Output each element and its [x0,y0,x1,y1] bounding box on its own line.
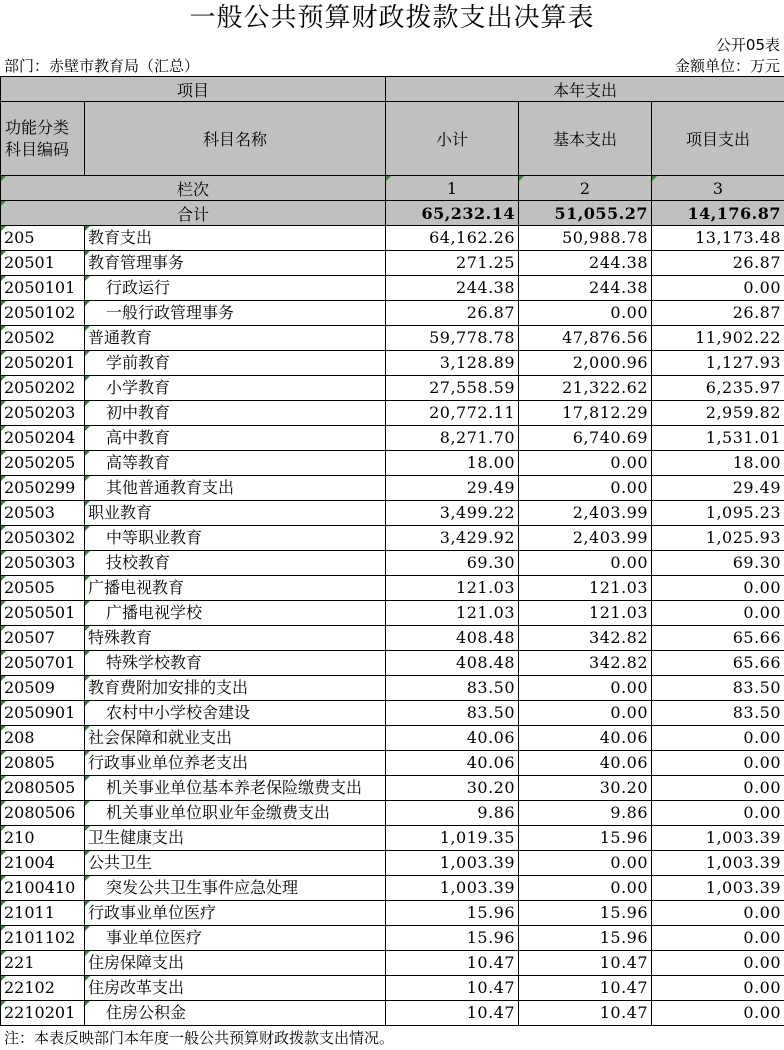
row-project: 11,902.22 [652,326,784,351]
total-project: 14,176.87 [652,201,784,226]
row-project: 1,025.93 [652,526,784,551]
row-code: 20509 [1,676,85,701]
header-col1: 1 [386,176,519,201]
row-project: 1,003.39 [652,851,784,876]
row-code: 22102 [1,976,85,1001]
row-project: 0.00 [652,951,784,976]
row-subtotal: 10.47 [386,976,519,1001]
row-basic: 15.96 [519,901,652,926]
row-project: 29.49 [652,476,784,501]
row-name: 特殊教育 [85,626,386,651]
table-row [1,376,784,401]
table-row [1,451,784,476]
row-subtotal: 121.03 [386,576,519,601]
row-code: 2050202 [1,376,85,401]
row-code: 2050701 [1,651,85,676]
row-subtotal: 64,162.26 [386,226,519,251]
row-name: 行政事业单位养老支出 [85,751,386,776]
header-subtotal: 小计 [386,102,519,176]
row-code: 2050205 [1,451,85,476]
row-project: 1,127.93 [652,351,784,376]
row-name: 高等教育 [85,451,386,476]
row-code: 21004 [1,851,85,876]
row-subtotal: 29.49 [386,476,519,501]
row-project: 69.30 [652,551,784,576]
row-basic: 0.00 [519,876,652,901]
row-basic: 0.00 [519,301,652,326]
row-project: 26.87 [652,301,784,326]
row-basic: 6,740.69 [519,426,652,451]
row-subtotal: 10.47 [386,1001,519,1026]
row-basic: 50,988.78 [519,226,652,251]
row-basic: 15.96 [519,826,652,851]
row-basic: 244.38 [519,276,652,301]
row-project: 0.00 [652,751,784,776]
row-subtotal: 1,003.39 [386,876,519,901]
row-code: 210 [1,826,85,851]
row-code: 2050101 [1,276,85,301]
row-basic: 17,812.29 [519,401,652,426]
table-row [1,701,784,726]
row-project: 83.50 [652,676,784,701]
row-name: 中等职业教育 [85,526,386,551]
row-subtotal: 3,499.22 [386,501,519,526]
row-subtotal: 3,429.92 [386,526,519,551]
table-row [1,651,784,676]
table-row [1,251,784,276]
row-subtotal: 26.87 [386,301,519,326]
row-basic: 342.82 [519,651,652,676]
table-row [1,626,784,651]
row-subtotal: 83.50 [386,701,519,726]
row-code: 20502 [1,326,85,351]
row-basic: 9.86 [519,801,652,826]
header-name: 科目名称 [85,102,386,176]
row-subtotal: 408.48 [386,651,519,676]
row-name: 行政事业单位医疗 [85,901,386,926]
report-title: 一般公共预算财政拨款支出决算表 [189,3,595,33]
row-project: 13,173.48 [652,226,784,251]
table-row [1,426,784,451]
row-project: 0.00 [652,576,784,601]
table-note: 注：本表反映部门本年度一般公共预算财政拨款支出情况。 [4,1029,395,1047]
row-basic: 0.00 [519,851,652,876]
row-basic: 15.96 [519,926,652,951]
row-name: 突发公共卫生事件应急处理 [85,876,386,901]
row-project: 2,959.82 [652,401,784,426]
table-row [1,951,784,976]
row-basic: 2,403.99 [519,526,652,551]
row-code: 2050203 [1,401,85,426]
row-code: 20805 [1,751,85,776]
total-label: 合计 [1,201,386,226]
table-row [1,501,784,526]
table-row [1,526,784,551]
row-name: 初中教育 [85,401,386,426]
row-basic: 342.82 [519,626,652,651]
row-project: 0.00 [652,776,784,801]
row-name: 机关事业单位基本养老保险缴费支出 [85,776,386,801]
row-basic: 0.00 [519,551,652,576]
table-row [1,926,784,951]
total-row [1,201,784,226]
row-project: 1,531.01 [652,426,784,451]
header-col3: 3 [652,176,784,201]
row-code: 2050501 [1,601,85,626]
row-subtotal: 40.06 [386,751,519,776]
row-basic: 121.03 [519,601,652,626]
row-basic: 30.20 [519,776,652,801]
row-code: 2050102 [1,301,85,326]
row-project: 83.50 [652,701,784,726]
table-row [1,576,784,601]
row-code: 2080505 [1,776,85,801]
row-project: 0.00 [652,276,784,301]
row-name: 一般行政管理事务 [85,301,386,326]
row-project: 6,235.97 [652,376,784,401]
row-name: 住房公积金 [85,1001,386,1026]
row-project: 65.66 [652,626,784,651]
row-subtotal: 20,772.11 [386,401,519,426]
table-row [1,901,784,926]
row-code: 2100410 [1,876,85,901]
row-project: 0.00 [652,1001,784,1026]
row-basic: 0.00 [519,676,652,701]
row-subtotal: 244.38 [386,276,519,301]
row-subtotal: 408.48 [386,626,519,651]
row-name: 广播电视学校 [85,601,386,626]
row-code: 2050901 [1,701,85,726]
row-subtotal: 59,778.78 [386,326,519,351]
row-subtotal: 83.50 [386,676,519,701]
row-project: 0.00 [652,601,784,626]
header-project: 项目支出 [652,102,784,176]
row-basic: 2,403.99 [519,501,652,526]
table-row [1,851,784,876]
expenditure-table [0,76,784,1026]
row-name: 机关事业单位职业年金缴费支出 [85,801,386,826]
row-name: 教育管理事务 [85,251,386,276]
table-row [1,276,784,301]
row-name: 行政运行 [85,276,386,301]
header-item: 项目 [1,77,386,102]
header-column-order: 栏次 [1,176,386,201]
row-basic: 0.00 [519,701,652,726]
table-row [1,401,784,426]
row-name: 住房改革支出 [85,976,386,1001]
row-project: 0.00 [652,801,784,826]
row-subtotal: 15.96 [386,926,519,951]
table-row [1,226,784,251]
row-project: 18.00 [652,451,784,476]
amount-unit-label: 金额单位：万元 [674,57,780,75]
row-code: 20503 [1,501,85,526]
row-code: 208 [1,726,85,751]
row-subtotal: 18.00 [386,451,519,476]
row-basic: 10.47 [519,1001,652,1026]
row-subtotal: 3,128.89 [386,351,519,376]
table-row [1,801,784,826]
row-subtotal: 10.47 [386,951,519,976]
row-code: 2050299 [1,476,85,501]
row-subtotal: 9.86 [386,801,519,826]
row-code: 2050302 [1,526,85,551]
row-name: 职业教育 [85,501,386,526]
row-project: 0.00 [652,926,784,951]
row-subtotal: 8,271.70 [386,426,519,451]
row-name: 公共卫生 [85,851,386,876]
table-row [1,326,784,351]
row-name: 教育费附加安排的支出 [85,676,386,701]
row-name: 事业单位医疗 [85,926,386,951]
row-subtotal: 15.96 [386,901,519,926]
total-basic: 51,055.27 [519,201,652,226]
table-row [1,301,784,326]
table-body [1,226,784,1026]
row-name: 技校教育 [85,551,386,576]
row-basic: 40.06 [519,751,652,776]
row-code: 20501 [1,251,85,276]
table-row [1,676,784,701]
row-code: 2050303 [1,551,85,576]
row-code: 2210201 [1,1001,85,1026]
row-name: 住房保障支出 [85,951,386,976]
row-subtotal: 271.25 [386,251,519,276]
row-code: 2050204 [1,426,85,451]
row-name: 教育支出 [85,226,386,251]
table-row [1,726,784,751]
row-project: 0.00 [652,726,784,751]
table-row [1,1001,784,1026]
table-row [1,826,784,851]
row-code: 2101102 [1,926,85,951]
department-label: 部门：赤壁市教育局（汇总） [4,57,200,75]
row-subtotal: 69.30 [386,551,519,576]
form-number: 公开05表 [715,36,780,54]
row-name: 学前教育 [85,351,386,376]
row-basic: 244.38 [519,251,652,276]
row-subtotal: 27,558.59 [386,376,519,401]
row-basic: 47,876.56 [519,326,652,351]
row-basic: 0.00 [519,451,652,476]
row-subtotal: 1,019.35 [386,826,519,851]
table-row [1,601,784,626]
row-name: 广播电视教育 [85,576,386,601]
row-name: 其他普通教育支出 [85,476,386,501]
table-row [1,751,784,776]
header-current-year: 本年支出 [386,77,784,102]
row-basic: 10.47 [519,976,652,1001]
row-code: 221 [1,951,85,976]
row-basic: 21,322.62 [519,376,652,401]
row-subtotal: 30.20 [386,776,519,801]
row-code: 2080506 [1,801,85,826]
row-code: 20505 [1,576,85,601]
table-row [1,876,784,901]
row-basic: 2,000.96 [519,351,652,376]
row-code: 20507 [1,626,85,651]
table-row [1,551,784,576]
row-project: 26.87 [652,251,784,276]
table-row [1,976,784,1001]
row-name: 高中教育 [85,426,386,451]
row-project: 0.00 [652,901,784,926]
row-name: 社会保障和就业支出 [85,726,386,751]
row-project: 65.66 [652,651,784,676]
header-basic: 基本支出 [519,102,652,176]
row-code: 2050201 [1,351,85,376]
row-name: 农村中小学校舍建设 [85,701,386,726]
table-row [1,476,784,501]
row-project: 1,003.39 [652,826,784,851]
row-name: 卫生健康支出 [85,826,386,851]
row-project: 1,003.39 [652,876,784,901]
total-subtotal: 65,232.14 [386,201,519,226]
row-subtotal: 1,003.39 [386,851,519,876]
row-basic: 40.06 [519,726,652,751]
row-project: 1,095.23 [652,501,784,526]
row-code: 21011 [1,901,85,926]
row-basic: 121.03 [519,576,652,601]
row-name: 普通教育 [85,326,386,351]
row-project: 0.00 [652,976,784,1001]
row-subtotal: 121.03 [386,601,519,626]
header-col2: 2 [519,176,652,201]
row-code: 205 [1,226,85,251]
table-row [1,351,784,376]
row-name: 小学教育 [85,376,386,401]
row-basic: 0.00 [519,476,652,501]
header-code: 功能分类科目编码 [1,102,85,176]
row-subtotal: 40.06 [386,726,519,751]
row-name: 特殊学校教育 [85,651,386,676]
table-row [1,776,784,801]
row-basic: 10.47 [519,951,652,976]
